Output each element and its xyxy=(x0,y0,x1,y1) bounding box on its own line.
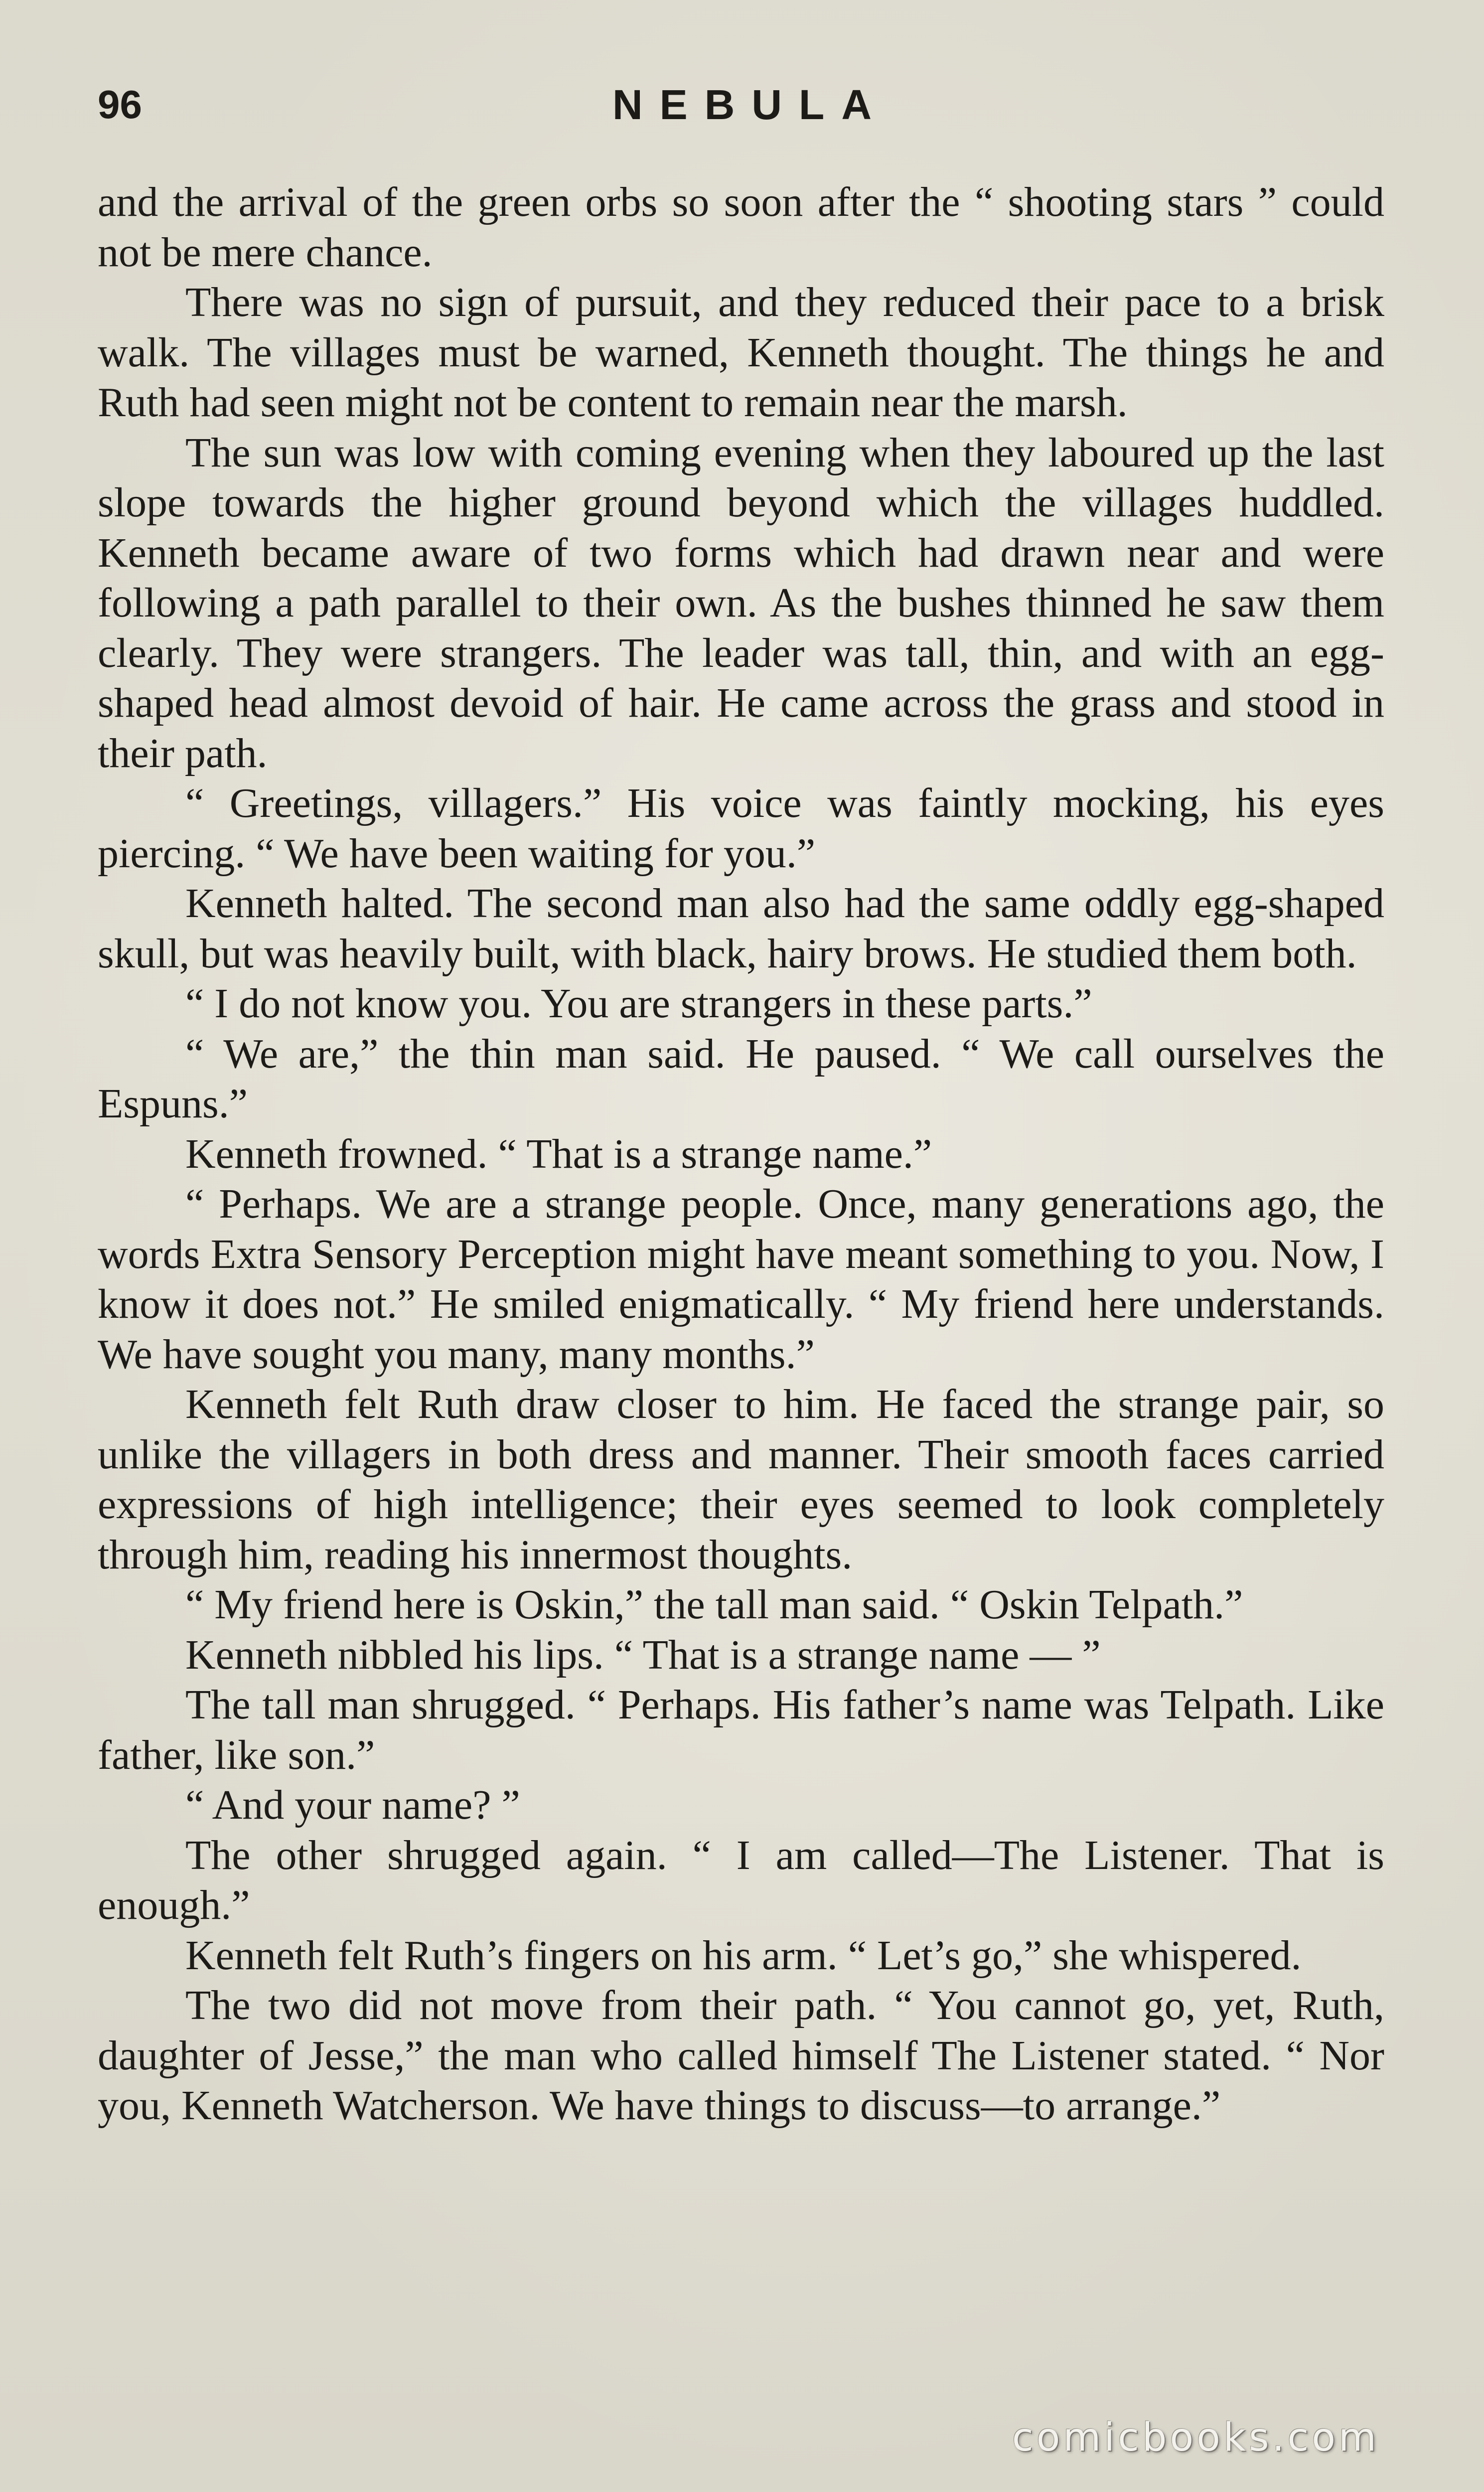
paragraph: The sun was low with coming evening when they laboured up the last slope towards the higher ground beyond which the villages huddled. Kenneth became aware of two forms which had drawn near and were following a path parallel to their own. As the bushes thinned he saw them clearly. They were strangers. The leader was tall, thin, and with an egg-shaped head almost devoid of hair. He came across the grass and stood in their path. xyxy=(98,429,1384,777)
watermark-text: comicbooks.com xyxy=(1012,2415,1379,2460)
body-text xyxy=(98,177,1384,2131)
paragraph: “ Greetings, villagers.” His voice was faintly mocking, his eyes piercing. “ We have been waiting for you.” xyxy=(98,780,1384,877)
paragraph: “ And your name? ” xyxy=(185,1782,520,1828)
paragraph: The other shrugged again. “ I am called—The Listener. That is enough.” xyxy=(98,1832,1384,1928)
paragraph: There was no sign of pursuit, and they reduced their pace to a brisk walk. The villages must be warned, Kenneth thought. The things he and Ruth had seen might not be content to remain near the marsh. xyxy=(98,279,1384,426)
page-header xyxy=(98,80,1386,130)
paragraph: Kenneth frowned. “ That is a strange name.” xyxy=(185,1130,932,1177)
running-title: NEBULA xyxy=(612,81,889,128)
page-number: 96 xyxy=(98,82,142,127)
paragraph: Kenneth halted. The second man also had the same oddly egg-shaped skull, but was heavily built, with black, hairy brows. He studied them both. xyxy=(98,880,1384,977)
paragraph: and the arrival of the green orbs so soon after the “ shooting stars ” could not be mere chance. xyxy=(98,179,1384,276)
paragraph: Kenneth nibbled his lips. “ That is a strange name — ” xyxy=(185,1631,1101,1678)
paragraph: “ Perhaps. We are a strange people. Once, many generations ago, the words Extra Sensory Perception might have meant something to you. Now, I know it does not.” He smiled enigmatically. “ My friend here understands. We have sought you many, many months.” xyxy=(98,1181,1384,1378)
paragraph: Kenneth felt Ruth’s fingers on his arm. “ Let’s go,” she whispered. xyxy=(185,1932,1302,1979)
paragraph: The two did not move from their path. “ You cannot go, yet, Ruth, daughter of Jesse,” the man who called himself The Listener stated. “ Nor you, Kenneth Watcherson. We have things to discuss—to arrange.” xyxy=(98,1982,1384,2129)
paragraph: The tall man shrugged. “ Perhaps. His father’s name was Telpath. Like father, like son.” xyxy=(98,1682,1384,1778)
paragraph: “ My friend here is Oskin,” the tall man said. “ Oskin Telpath.” xyxy=(185,1581,1243,1628)
paragraph: Kenneth felt Ruth draw closer to him. He faced the strange pair, so unlike the villagers in both dress and manner. Their smooth faces carried expressions of high intelligence; their eyes seemed to look completely through him, reading his innermost thoughts. xyxy=(98,1381,1384,1578)
paragraph: “ We are,” the thin man said. He paused. “ We call ourselves the Espuns.” xyxy=(98,1030,1384,1127)
paragraph: “ I do not know you. You are strangers in these parts.” xyxy=(185,980,1092,1027)
